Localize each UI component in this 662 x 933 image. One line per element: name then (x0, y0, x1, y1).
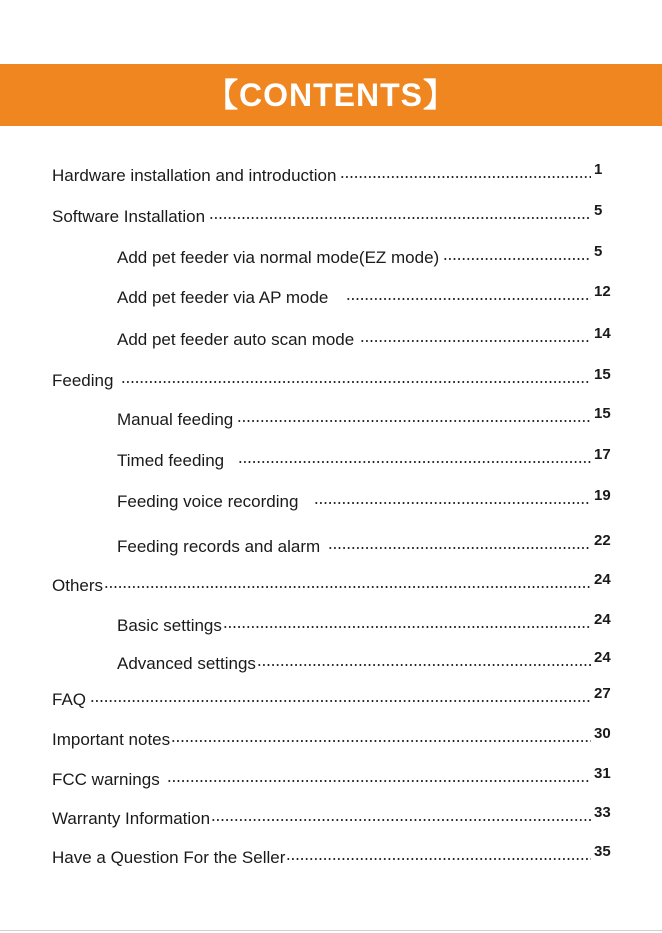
dot-leader (223, 626, 591, 628)
toc-item-fcc-warnings[interactable] (52, 765, 614, 790)
page-bottom-rule (0, 930, 662, 931)
toc-item-label: Feeding (52, 371, 114, 390)
toc-item-ap-mode[interactable] (117, 283, 614, 308)
toc-item-label: FCC warnings (52, 770, 160, 789)
toc-item-auto-scan-mode[interactable] (117, 325, 614, 350)
dot-leader (167, 780, 591, 782)
dot-leader (104, 586, 591, 588)
toc-item-label: Software Installation (52, 207, 206, 226)
toc-item-label: Others (52, 576, 104, 595)
toc-item-label: Add pet feeder via AP mode (117, 288, 329, 307)
toc-item-others[interactable] (52, 571, 614, 596)
toc-item-page: 27 (594, 685, 611, 702)
toc-item-important-notes[interactable] (52, 725, 614, 750)
toc-item-hardware-installation[interactable] (52, 161, 614, 186)
toc-item-page: 24 (594, 611, 611, 628)
dot-leader (340, 176, 591, 178)
dot-leader (209, 217, 591, 219)
toc-item-advanced-settings[interactable] (117, 649, 614, 674)
toc-item-label: Warranty Information (52, 809, 211, 828)
dot-leader (314, 502, 591, 504)
toc-item-label: Add pet feeder via normal mode(EZ mode) (117, 248, 440, 267)
toc-item-basic-settings[interactable] (117, 611, 614, 636)
toc-item-page: 31 (594, 765, 611, 782)
toc-item-warranty-information[interactable] (52, 804, 614, 829)
toc-item-manual-feeding[interactable] (117, 405, 614, 430)
toc-item-page: 19 (594, 487, 611, 504)
dot-leader (346, 298, 591, 300)
dot-leader (443, 258, 591, 260)
dot-leader (211, 819, 591, 821)
toc-item-label: Timed feeding (117, 451, 225, 470)
toc-item-page: 15 (594, 366, 611, 383)
toc-item-label: Important notes (52, 730, 171, 749)
toc-item-page: 5 (594, 243, 603, 260)
toc-item-feeding-records[interactable] (117, 532, 614, 557)
toc-item-feeding-voice-recording[interactable] (117, 487, 614, 512)
toc-item-page: 12 (594, 283, 611, 300)
toc-item-page: 14 (594, 325, 611, 342)
toc-item-page: 5 (594, 202, 603, 219)
dot-leader (171, 740, 591, 742)
dot-leader (328, 547, 591, 549)
dot-leader (238, 461, 591, 463)
dot-leader (286, 858, 591, 860)
toc-item-label: Basic settings (117, 616, 222, 635)
dot-leader (237, 420, 591, 422)
toc-item-page: 30 (594, 725, 611, 742)
toc-item-label: Feeding records and alarm (117, 537, 321, 556)
toc-item-normal-mode[interactable] (117, 243, 614, 268)
toc-item-question-for-seller[interactable] (52, 843, 614, 868)
toc-item-page: 35 (594, 843, 611, 860)
toc-item-label: Advanced settings (117, 654, 256, 673)
toc-item-feeding[interactable] (52, 366, 614, 391)
toc-item-software-installation[interactable] (52, 202, 614, 227)
toc-item-page: 1 (594, 161, 603, 178)
toc-item-page: 15 (594, 405, 611, 422)
toc-item-label: Have a Question For the Seller (52, 848, 286, 867)
toc-item-label: FAQ (52, 690, 87, 709)
toc-item-label: Manual feeding (117, 410, 234, 429)
toc-item-timed-feeding[interactable] (117, 446, 614, 471)
toc-item-page: 17 (594, 446, 611, 463)
contents-title: 【CONTENTS】 (205, 77, 456, 113)
toc-item-faq[interactable] (52, 685, 614, 710)
dot-leader (360, 340, 591, 342)
dot-leader (257, 664, 591, 666)
toc-item-label: Add pet feeder auto scan mode (117, 330, 355, 349)
toc-item-page: 33 (594, 804, 611, 821)
dot-leader (90, 700, 591, 702)
toc-item-label: Hardware installation and introduction (52, 166, 337, 185)
toc-item-label: Feeding voice recording (117, 492, 299, 511)
toc-item-page: 24 (594, 649, 611, 666)
toc-item-page: 22 (594, 532, 611, 549)
toc-item-page: 24 (594, 571, 611, 588)
dot-leader (121, 381, 591, 383)
